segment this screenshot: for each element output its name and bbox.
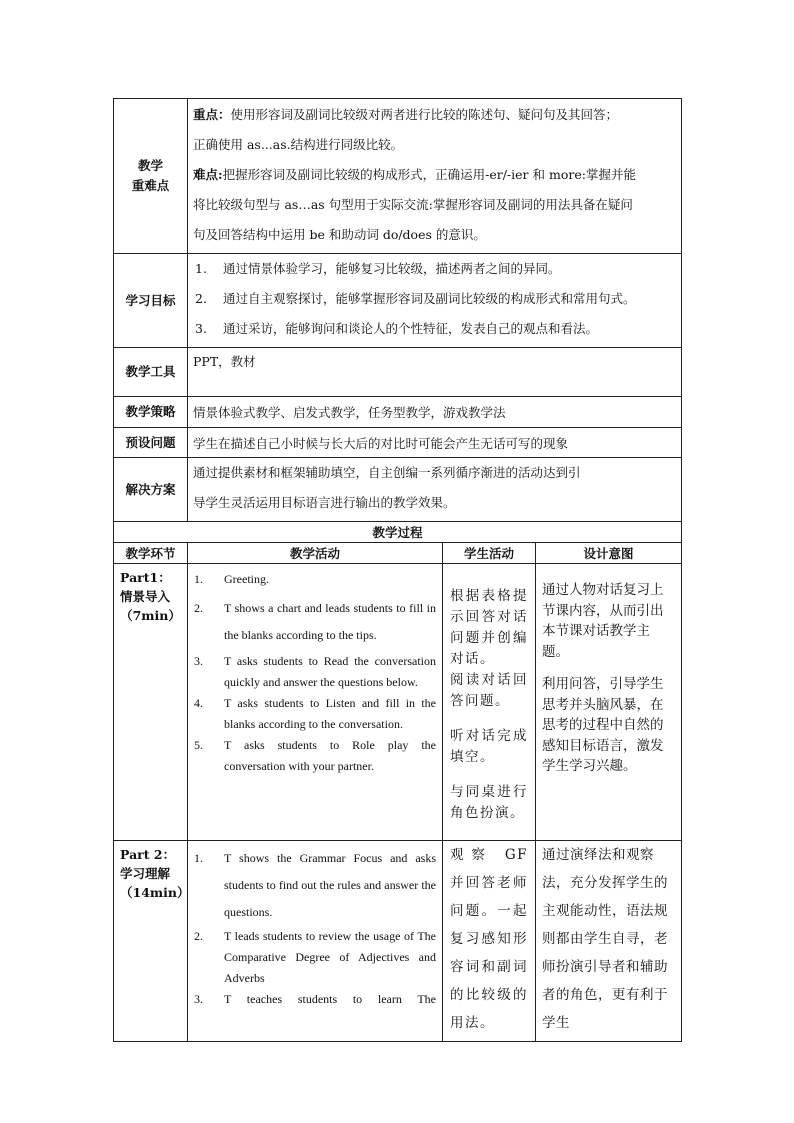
header-design: 设计意图: [536, 543, 682, 564]
activity-number: 4.: [194, 696, 203, 710]
difficulty-line-1: 把握形容词及副词比较级的构成形式，正确运用-er/-ier 和 more:掌握并能: [222, 167, 636, 182]
row-process-headers: [114, 543, 682, 564]
activity-number: 3.: [194, 992, 203, 1006]
header-activity: 教学活动: [188, 543, 443, 564]
objective-text: 通过情景体验学习，能够复习比较级，描述两者之间的异同。: [223, 261, 561, 276]
activity-number: 1.: [194, 851, 203, 865]
difficulty-line-2: 将比较级句型与 as…as 句型用于实际交流:掌握形容词及副词的用法具备在疑问: [193, 197, 633, 212]
header-stage: 教学环节: [114, 543, 188, 564]
tools-label: 教学工具: [114, 348, 188, 397]
part1-stage: [114, 564, 188, 841]
student-activity: 听对话完成填空。: [450, 728, 528, 765]
objective-number: 3.: [195, 321, 207, 336]
part2-design: [536, 841, 682, 1042]
part1-design: [536, 564, 682, 841]
activity-number: 3.: [194, 654, 203, 668]
part2-name: Part 2：: [120, 847, 176, 862]
design-intent: 利用问答，引导学生思考并头脑风暴，在思考的过程中自然的感知目标语言，激发学生学习兴趣。: [542, 676, 664, 774]
keypoints-label-line1: 教学: [137, 158, 163, 173]
activity-item: [192, 693, 436, 735]
student-activity: 观察 GF 并回答老师问题。一起复习感知形容词和副词的比较级的用法。: [450, 847, 528, 1031]
objective-number: 1.: [195, 261, 207, 276]
student-activity: 阅读对话回答问题。: [450, 672, 528, 709]
activity-text: T leads students to review the usage of The Comparative Degree of Adjectives and Adverbs: [224, 929, 436, 985]
activity-item: [192, 926, 436, 989]
focus-tag: 重点：: [193, 107, 231, 122]
problems-text: 学生在描述自己小时候与长大后的对比时可能会产生无话可写的现象: [188, 428, 682, 458]
solution-content: [188, 458, 682, 522]
activity-number: 2.: [194, 929, 203, 943]
objective-item: [193, 314, 676, 344]
keypoints-label-line2: 重难点: [131, 178, 170, 193]
design-intent: 通过人物对话复习上节课内容，从而引出本节课对话教学主题。: [542, 582, 664, 660]
objective-text: 通过采访，能够询问和谈论人的个性特征，发表自己的观点和看法。: [223, 321, 599, 336]
activity-item: [192, 735, 436, 777]
part2-stage: [114, 841, 188, 1042]
lesson-plan-page: [113, 98, 681, 1042]
header-student: 学生活动: [443, 543, 536, 564]
strategy-text: 情景体验式教学、启发式教学，任务型教学，游戏教学法: [188, 397, 682, 428]
activity-text: T asks students to Role play the conversation with your partner.: [224, 738, 436, 773]
student-activity: 根据表格提示回答对话问题并创编对话。: [450, 588, 528, 667]
difficulty-line-3: 句及回答结构中运用 be 和助动词 do/does 的意识。: [193, 227, 486, 242]
focus-text: 使用形容词及副词比较级对两者进行比较的陈述句、疑问句及其回答；: [230, 107, 619, 122]
process-title: 教学过程: [114, 522, 682, 543]
solution-line-2: 导学生灵活运用目标语言进行输出的教学效果。: [193, 495, 456, 510]
part2-student: [443, 841, 536, 1042]
tools-text: PPT，教材: [188, 348, 682, 397]
part1-sub: 情景导入: [120, 589, 171, 604]
activity-item: [192, 651, 436, 693]
keypoints-content: [188, 99, 682, 254]
keypoints-label: [114, 99, 188, 254]
objective-text: 通过自主观察探讨，能够掌握形容词及副词比较级的构成形式和常用句式。: [223, 291, 636, 306]
activity-text: Greeting.: [224, 572, 269, 586]
row-tools: [114, 348, 682, 397]
objective-item: [193, 254, 676, 284]
difficulty-tag: 难点:: [193, 167, 223, 182]
design-intent: 通过演绎法和观察法，充分发挥学生的主观能动性，语法规则都由学生自寻，老师扮演引导者和辅助者的角色，更有利于学生: [542, 847, 668, 1031]
part1-activities: [188, 564, 443, 841]
activity-text: T asks students to Listen and fill in the blanks according to the conversation.: [224, 696, 436, 731]
row-solution: [114, 458, 682, 522]
activity-number: 1.: [194, 572, 203, 586]
problems-label: 预设问题: [114, 428, 188, 458]
activity-item: [192, 989, 436, 1010]
part1-name: Part1：: [120, 570, 171, 585]
activity-item: [192, 568, 436, 590]
solution-line-1: 通过提供素材和框架辅助填空，自主创编一系列循序渐进的活动达到引: [193, 465, 581, 480]
activity-number: 5.: [194, 738, 203, 752]
part1-student: [443, 564, 536, 841]
student-activity: 与同桌进行角色扮演。: [450, 784, 528, 821]
row-objectives: [114, 254, 682, 348]
strategy-label: 教学策略: [114, 397, 188, 428]
activity-number: 2.: [194, 601, 203, 615]
row-problems: [114, 428, 682, 458]
objectives-content: [188, 254, 682, 348]
activity-text: T asks students to Read the conversation quickly and answer the questions below.: [224, 654, 436, 689]
part2-sub: 学习理解: [120, 866, 171, 881]
row-part2: [114, 841, 682, 1042]
part1-time: （7min）: [120, 608, 181, 623]
activity-text: T teaches students to learn The: [224, 992, 436, 1006]
row-strategy: [114, 397, 682, 428]
objective-number: 2.: [195, 291, 207, 306]
part2-activities: [188, 841, 443, 1042]
row-process-title: [114, 522, 682, 543]
objective-item: [193, 284, 676, 314]
activity-text: T shows the Grammar Focus and asks students to find out the rules and answer the questions.: [224, 851, 436, 919]
row-keypoints: [114, 99, 682, 254]
objectives-label: 学习目标: [114, 254, 188, 348]
solution-label: 解决方案: [114, 458, 188, 522]
lesson-plan-table: [113, 98, 682, 1042]
row-part1: [114, 564, 682, 841]
activity-text: T shows a chart and leads students to fill in the blanks according to the tips.: [224, 601, 436, 642]
part2-time: （14min）: [120, 885, 190, 900]
focus-text-2: 正确使用 as...as.结构进行同级比较。: [193, 137, 404, 152]
activity-item: [192, 595, 436, 649]
activity-item: [192, 845, 436, 926]
